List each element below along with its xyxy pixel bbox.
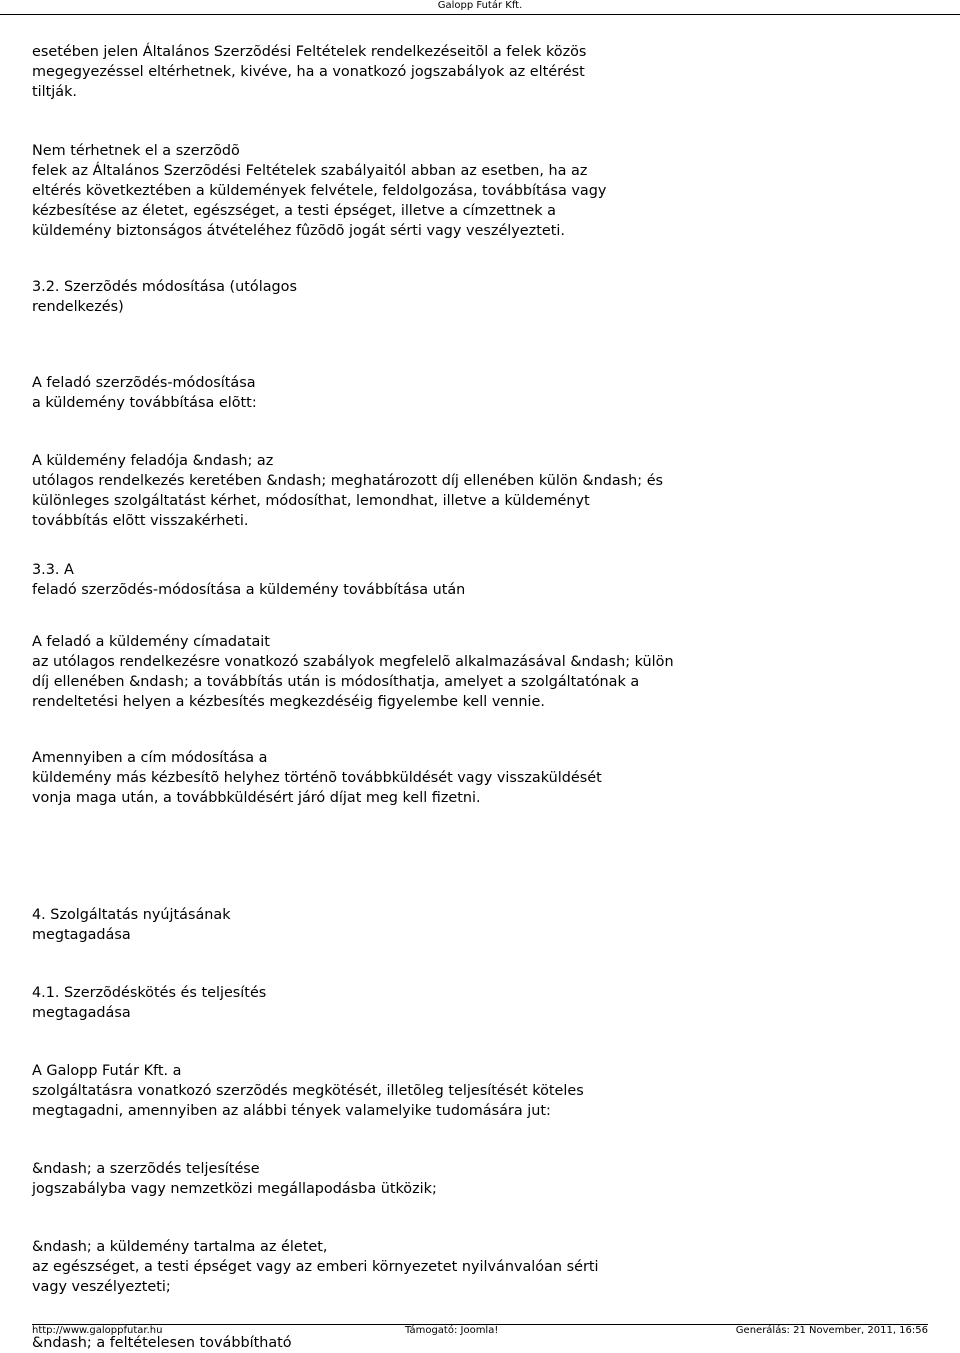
text-line: A feladó szerzõdés-módosítása [32, 375, 256, 391]
paragraph-1 [32, 42, 932, 102]
paragraph-13 [32, 1237, 932, 1297]
text-line: Amennyiben a cím módosítása a [32, 750, 268, 766]
text-line: küldemény más kézbesítõ helyhez történõ továbbküldését vagy visszaküldését [32, 770, 602, 786]
text-line: küldemény biztonságos átvételéhez fûzõdõ jogát sérti vagy veszélyezteti. [32, 223, 565, 239]
text-line: az egészséget, a testi épséget vagy az emberi környezetet nyilvánvalóan sérti [32, 1259, 599, 1275]
text-line: különleges szolgáltatást kérhet, módosíthat, lemondhat, illetve a küldeményt [32, 493, 590, 509]
section-heading-3-3 [32, 560, 932, 600]
text-line: vonja maga után, a továbbküldésért járó díjat meg kell fizetni. [32, 790, 481, 806]
text-line: 3.2. Szerzõdés módosítása (utólagos [32, 279, 297, 295]
text-line: A küldemény feladója &ndash; az [32, 453, 274, 469]
page-footer [32, 1325, 928, 1337]
text-line: &ndash; a küldemény tartalma az életet, [32, 1239, 328, 1255]
text-line: megtagadása [32, 927, 131, 943]
paragraph-2 [32, 141, 932, 241]
text-line: megtagadása [32, 1005, 131, 1021]
text-line: a küldemény továbbítása elõtt: [32, 395, 257, 411]
text-line: Nem térhetnek el a szerzõdõ [32, 143, 240, 159]
text-line: A Galopp Futár Kft. a [32, 1063, 182, 1079]
text-line: megegyezéssel eltérhetnek, kivéve, ha a vonatkozó jogszabályok az eltérést [32, 64, 585, 80]
paragraph-11 [32, 1061, 932, 1121]
text-line: &ndash; a feltételesen továbbítható [32, 1335, 292, 1351]
text-line: megtagadni, amennyiben az alábbi tények valamelyike tudomására jut: [32, 1103, 551, 1119]
text-line: rendeltetési helyen a kézbesítés megkezdéséig figyelembe kell vennie. [32, 694, 545, 710]
text-line: 4. Szolgáltatás nyújtásának [32, 907, 231, 923]
section-heading-3-2 [32, 277, 932, 317]
text-line: díj ellenében &ndash; a továbbítás után is módosíthatja, amelyet a szolgáltatónak a [32, 674, 640, 690]
text-line: felek az Általános Szerzõdési Feltételek szabályaitól abban az esetben, ha az [32, 163, 588, 179]
text-line: kézbesítése az életet, egészséget, a testi épséget, illetve a címzettnek a [32, 203, 556, 219]
text-line: utólagos rendelkezés keretében &ndash; meghatározott díj ellenében külön &ndash; és [32, 473, 664, 489]
text-line: szolgáltatásra vonatkozó szerzõdés megkötését, illetõleg teljesítését köteles [32, 1083, 584, 1099]
text-line: esetében jelen Általános Szerzõdési Feltételek rendelkezéseitõl a felek közös [32, 44, 587, 60]
footer-generated: Generálás: 21 November, 2011, 16:56 [735, 1325, 928, 1336]
text-line: jogszabályba vagy nemzetközi megállapodásba ütközik; [32, 1181, 437, 1197]
header-title: Galopp Futár Kft. [437, 0, 523, 11]
text-line: tiltják. [32, 84, 78, 100]
text-line: &ndash; a szerzõdés teljesítése [32, 1161, 260, 1177]
text-line: feladó szerzõdés-módosítása a küldemény továbbítása után [32, 582, 466, 598]
text-line: 3.3. A [32, 562, 74, 578]
page-header [0, 0, 960, 15]
text-line: vagy veszélyezteti; [32, 1279, 171, 1295]
text-line: eltérés következtében a küldemények felvétele, feldolgozása, továbbítása vagy [32, 183, 607, 199]
paragraph-12 [32, 1159, 932, 1199]
text-line: rendelkezés) [32, 299, 124, 315]
paragraph-5 [32, 451, 932, 531]
paragraph-8 [32, 748, 932, 808]
paragraph-7 [32, 632, 932, 712]
text-line: A feladó a küldemény címadatait [32, 634, 270, 650]
text-line: 4.1. Szerzõdéskötés és teljesítés [32, 985, 267, 1001]
footer-url-link[interactable]: http://www.galoppfutar.hu [32, 1325, 163, 1336]
section-heading-4-1 [32, 983, 932, 1023]
text-line: továbbítás elõtt visszakérheti. [32, 513, 249, 529]
document-body [32, 42, 932, 1353]
paragraph-4 [32, 373, 932, 413]
section-heading-4 [32, 905, 932, 945]
text-line: az utólagos rendelkezésre vonatkozó szabályok megfelelõ alkalmazásával &ndash; külön [32, 654, 674, 670]
footer-support: Támogató: Joomla! [405, 1325, 499, 1336]
